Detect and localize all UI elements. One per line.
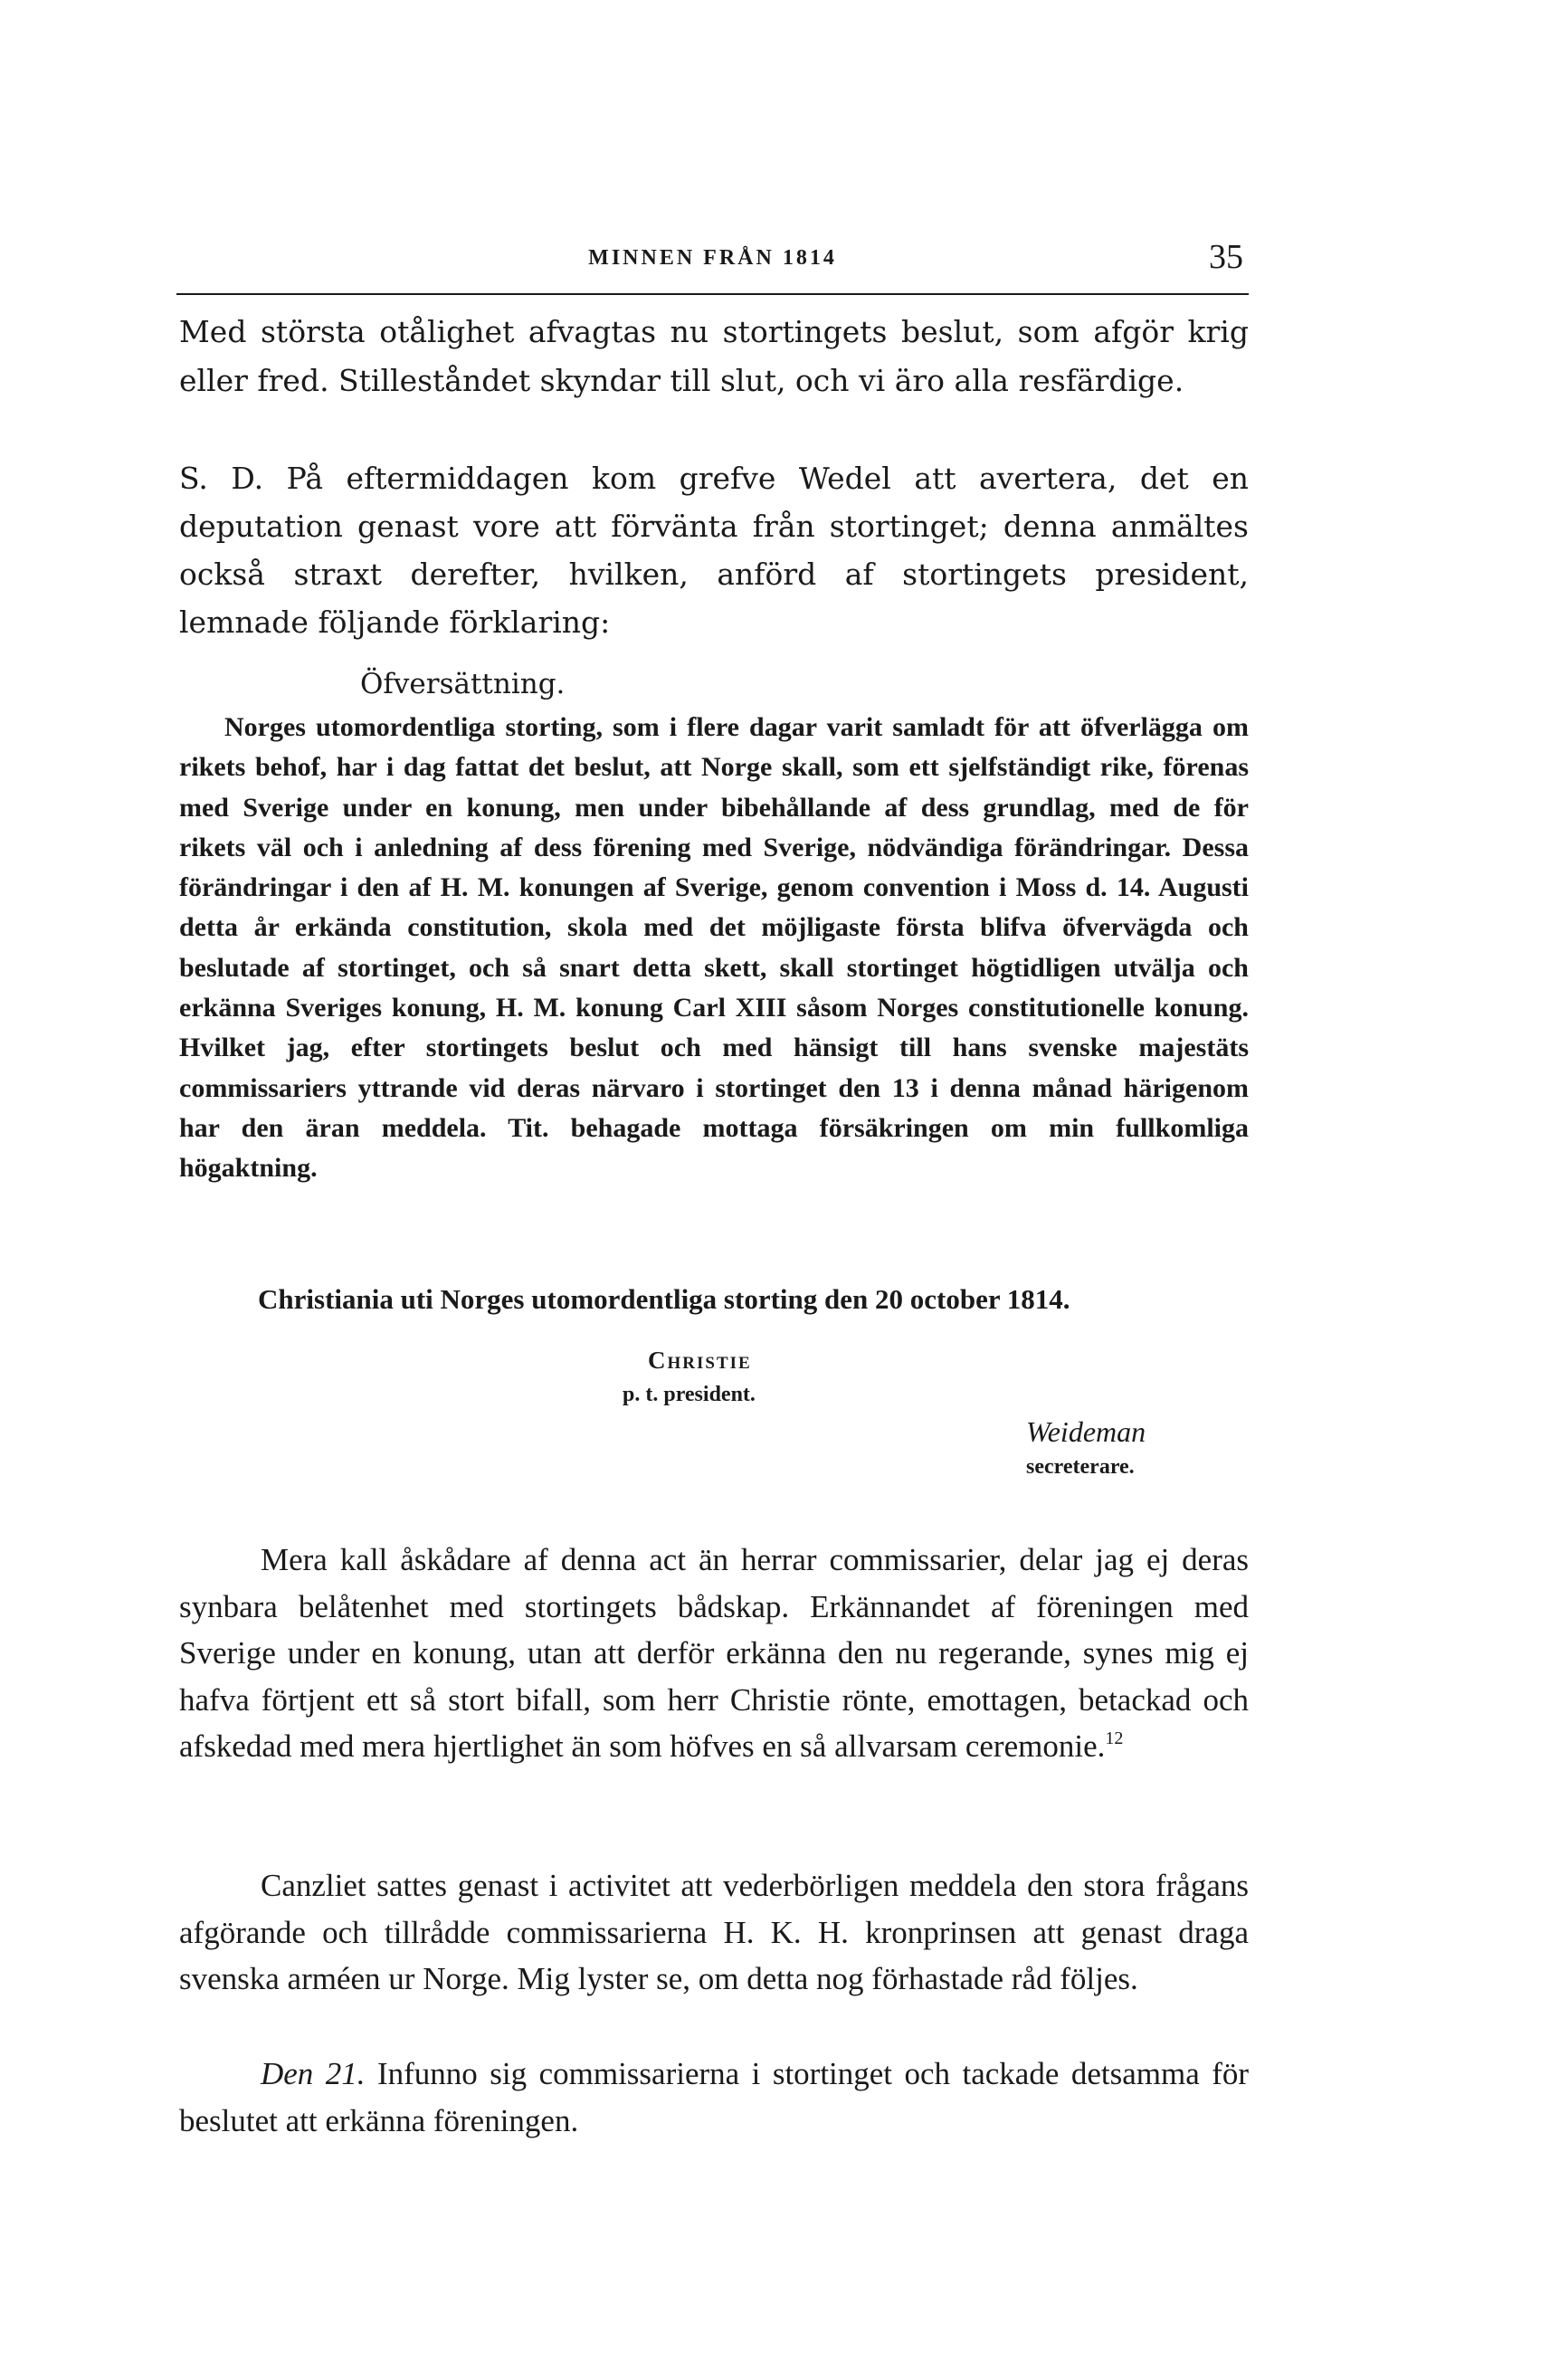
declaration-dateline: Christiania uti Norges utomordentliga storting den 20 october 1814. <box>258 1283 1070 1315</box>
paragraph-4: Canzliet sattes genast i activitet att vederbörligen meddela den stora frågans afgörande och tillrådde commissarierna H. K. H. kronprinsen att genast draga svenska arméen ur Norge. Mig lyster se, om detta nog förhastade råd följes. <box>179 1868 1249 1997</box>
page-header <box>176 238 1249 288</box>
running-title: MINNEN FRÅN 1814 <box>588 246 837 270</box>
signature-secretary-role: secreterare. <box>1026 1455 1135 1479</box>
paragraph-5-date: Den 21. <box>261 2056 366 2091</box>
paragraph-3-text: Mera kall åskådare af denna act än herrar commissarier, delar jag ej deras synbara belåtenhet med stortingets bådskap. Erkännandet af föreningen med Sverige under en konung, utan att derför erkänna den nu regerande, synes mig ej hafva förtjent ett så stort bifall, som herr Christie rönte, emottagen, betackad och afskedad med mera hjertlighet än som höfves en så allvarsam ceremonie. <box>179 1542 1249 1765</box>
translation-heading: Öfversättning. <box>360 668 566 700</box>
header-rule <box>176 293 1249 295</box>
page-number: 35 <box>1209 238 1243 276</box>
paragraph-3 <box>179 1537 1249 1770</box>
signature-secretary-name: Weideman <box>1026 1415 1146 1448</box>
paragraph-2: S. D. På eftermiddagen kom grefve Wedel att avertera, det en deputation genast vore att förvänta från stortinget; denna anmältes också straxt derefter, hvilken, anförd af stortingets president, lemnade följande förklaring: <box>179 461 1249 640</box>
signature-president-name: Christie <box>648 1347 752 1374</box>
paragraph-1: Med största otålighet afvagtas nu stortingets beslut, som afgör krig eller fred. Stilleståndet skyndar till slut, och vi äro alla resfärdige. <box>179 314 1249 398</box>
paragraph-5-text: Infunno sig commissarierna i stortinget och tackade detsamma för beslutet att erkänna föreningen. <box>179 2056 1250 2138</box>
storting-declaration: Norges utomordentliga storting, som i flere dagar varit samladt för att öfverlägga om rikets behof, har i dag fattat det beslut, att Norge skall, som ett sjelfständigt rike, förenas med Sverige under en konung, men under bibehållande af dess grundlag, med de för rikets väl och i anledning af dess förening med Sverige, nödvändiga förändringar. Dessa förändringar i den af H. M. konungen af Sverige, genom convention i Moss d. 14. Augusti detta år erkända constitution, skola med det möjligaste första blifva öfvervägda och beslutade af stortinget, och så snart detta skett, skall stortinget högtidligen utvälja och erkänna Sveriges konung, H. M. konung Carl XIII såsom Norges constitutionelle konung. Hvilket jag, efter stortingets beslut och med hänsigt till hans svenske majestäts commissariers yttrande vid deras närvaro i stortinget den 13 i denna månad härigenom har den äran meddela. Tit. behagade mottaga försäkringen om min fullkomliga högaktning. <box>179 712 1249 1184</box>
signature-president-role: p. t. president. <box>623 1383 756 1406</box>
footnote-ref-12: 12 <box>1105 1728 1124 1749</box>
paragraph-5 <box>179 2051 1249 2144</box>
